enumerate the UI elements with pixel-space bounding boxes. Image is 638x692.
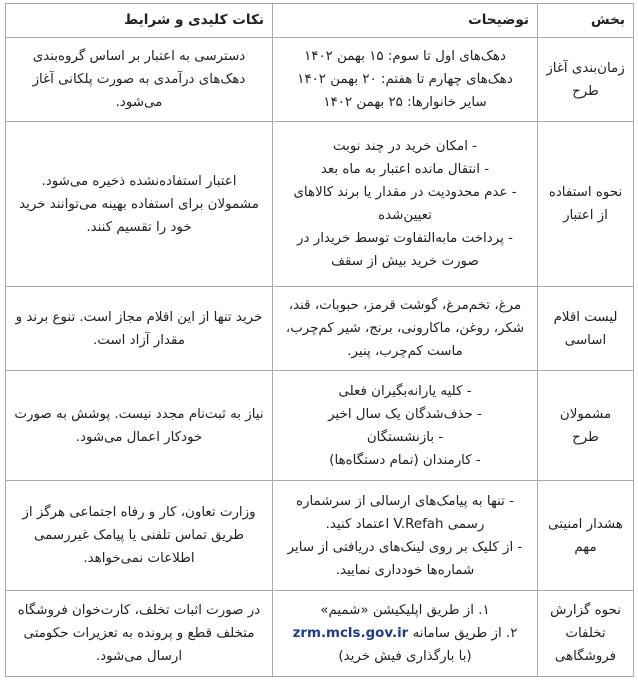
desc-line: - حذف‌شدگان یک سال اخیر (328, 406, 482, 422)
desc-line: - کلیه یارانه‌بگیران فعلی (338, 383, 472, 399)
desc-line: - تنها به پیامک‌های ارسالی از سرشماره رسمی V.Refah اعتماد کنید. (296, 493, 514, 532)
row-notes: اعتبار استفاده‌نشده ذخیره می‌شود. مشمولان برای استفاده بهینه می‌توانند خرید خود را تقسیم کنند. (6, 122, 273, 287)
table-row (6, 481, 634, 591)
row-notes: خرید تنها از این اقلام مجاز است. تنوع برند و مقدار آزاد است. (6, 287, 273, 371)
header-row (6, 4, 634, 38)
row-description (273, 481, 538, 591)
desc-line: سایر خانوارها: ۲۵ بهمن ۱۴۰۲ (323, 95, 487, 110)
table-row (6, 591, 634, 677)
header-notes: نکات کلیدی و شرایط (6, 4, 273, 38)
report-link[interactable]: zrm.mcls.gov.ir (292, 626, 409, 641)
desc-line: ۱. از طریق اپلیکیشن «شمیم» (320, 603, 490, 618)
row-section: نحوه استفاده از اعتبار (538, 122, 634, 287)
row-notes: وزارت تعاون، کار و رفاه اجتماعی هرگز از طریق تماس تلفنی یا پیامک غیررسمی اطلاعات نمی‌خواهد. (6, 481, 273, 591)
table-row (6, 38, 634, 122)
row-description (273, 591, 538, 677)
row-section: لیست اقلام اساسی (538, 287, 634, 371)
row-notes: نیاز به ثبت‌نام مجدد نیست. پوشش به صورت خودکار اعمال می‌شود. (6, 371, 273, 481)
desc-line: - انتقال مانده اعتبار به ماه بعد (320, 162, 490, 177)
desc-line: (با بارگذاری فیش خرید) (338, 649, 472, 664)
table-row (6, 287, 634, 371)
row-section: هشدار امنیتی مهم (538, 481, 634, 591)
table-row (6, 371, 634, 481)
row-description (273, 38, 538, 122)
desc-line: - عدم محدودیت در مقدار یا برند کالاهای تعیین‌شده (293, 185, 517, 223)
row-notes: دسترسی به اعتبار بر اساس گروه‌بندی دهک‌های درآمدی به صورت پلکانی آغاز می‌شود. (6, 38, 273, 122)
row-description: مرغ، تخم‌مرغ، گوشت قرمز، حبوبات، قند، شکر، روغن، ماکارونی، برنج، شیر کم‌چرب، ماست کم‌چرب، پنیر. (273, 287, 538, 371)
desc-line: دهک‌های اول تا سوم: ۱۵ بهمن ۱۴۰۲ (304, 49, 506, 64)
desc-line: - پرداخت مابه‌التفاوت توسط خریدار در صورت خرید بیش از سقف (297, 231, 513, 269)
info-table (5, 3, 634, 677)
row-section: زمان‌بندی آغاز طرح (538, 38, 634, 122)
desc-line-prefix: ۲. از طریق سامانه (412, 626, 518, 641)
desc-line: - بازنشستگان (366, 429, 444, 445)
header-section: بخش (538, 4, 634, 38)
row-section: نحوه گزارش تخلفات فروشگاهی (538, 591, 634, 677)
desc-line: - امکان خرید در چند نوبت (332, 139, 478, 154)
desc-line: - کارمندان (تمام دستگاه‌ها) (329, 452, 481, 468)
desc-line: دهک‌های چهارم تا هفتم: ۲۰ بهمن ۱۴۰۲ (297, 72, 513, 87)
row-description (273, 371, 538, 481)
row-section: مشمولان طرح (538, 371, 634, 481)
table-row (6, 122, 634, 287)
desc-line: - از کلیک بر روی لینک‌های دریافتی از سایر شماره‌ها خودداری نمایید. (287, 539, 523, 578)
row-description (273, 122, 538, 287)
header-description: توضیحات (273, 4, 538, 38)
row-notes: در صورت اثبات تخلف، کارت‌خوان فروشگاه متخلف قطع و پرونده به تعزیرات حکومتی ارسال می‌شود. (6, 591, 273, 677)
desc-line (281, 622, 529, 645)
